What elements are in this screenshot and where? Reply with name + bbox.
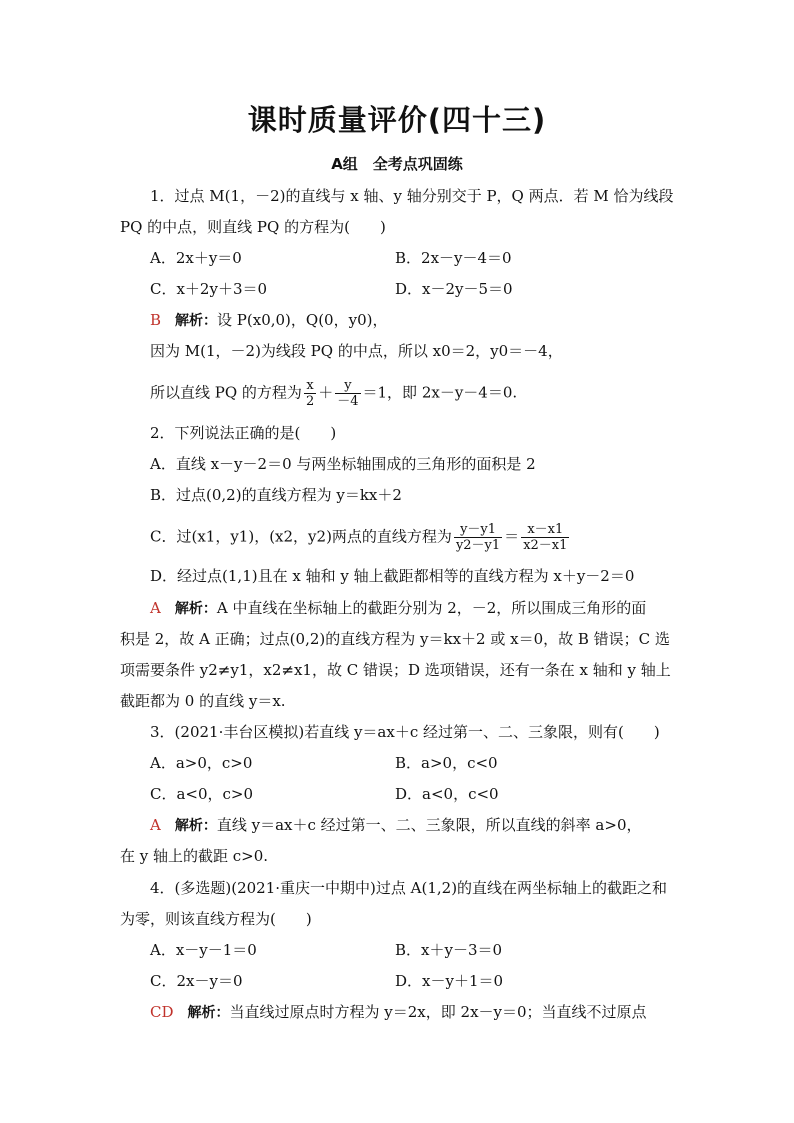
q1-solution-line2: 因为 M(1，－2)为线段 PQ 的中点，所以 x0＝2，y0＝－4，: [150, 342, 563, 360]
q1-stem-line1: 1．过点 M(1，－2)的直线与 x 轴、y 轴分别交于 P，Q 两点．若 M 恰为线段: [150, 187, 674, 205]
q3-stem: 3．(2021·丰台区模拟)若直线 y＝ax＋c 经过第一、二、三象限，则有( ): [150, 723, 660, 741]
q3-analysis-label: 解析：: [174, 818, 217, 834]
q2-option-c: [150, 522, 571, 553]
q1-option-b: B．2x－y－4＝0: [395, 249, 512, 267]
q3-option-d: D．a<0，c<0: [395, 785, 499, 803]
q1-option-a: A．2x＋y＝0: [150, 249, 242, 267]
q3-solution-line2: 在 y 轴上的截距 c>0.: [120, 847, 269, 865]
q2-fraction-1: [454, 522, 502, 553]
q4-solution-text1: 当直线过原点时方程为 y＝2x，即 2x－y＝0；当直线不过原点: [229, 1003, 647, 1021]
q2-fraction-1-numerator: y－y1: [454, 522, 502, 538]
q2-answer: A: [150, 599, 161, 617]
q4-option-c: C．2x－y＝0: [150, 972, 243, 990]
section-heading: A组 全考点巩固练: [331, 155, 463, 173]
q1-fraction-2: [335, 378, 360, 409]
q4-stem-line2: 为零，则该直线方程为( ): [120, 910, 312, 928]
q3-option-b: B．a>0，c<0: [395, 754, 498, 772]
q1-analysis-label: 解析：: [175, 313, 218, 329]
q1-solution-line1: [150, 310, 387, 331]
page-title: 课时质量评价(四十三): [247, 103, 547, 137]
q2-solution-line2: 积是 2，故 A 正确；过点(0,2)的直线方程为 y＝kx＋2 或 x＝0，故 B 错误；C 选: [120, 630, 670, 648]
q1-stem-line2: PQ 的中点，则直线 PQ 的方程为( ): [120, 218, 386, 236]
q2-option-d: D．经过点(1,1)且在 x 轴和 y 轴上截距都相等的直线方程为 x＋y－2＝0: [150, 567, 635, 585]
q4-analysis-label: 解析：: [187, 1005, 230, 1021]
q2-fraction-2: [521, 522, 569, 553]
q1-solution-text3-pre: 所以直线 PQ 的方程为: [150, 383, 302, 402]
q1-solution-line3: [150, 378, 517, 409]
q1-plus-sign: ＋: [318, 383, 334, 402]
q2-fraction-2-denominator: x2－x1: [523, 538, 568, 553]
q2-analysis-label: 解析：: [174, 601, 217, 617]
q1-solution-text1: 设 P(x0,0)，Q(0，y0)，: [217, 311, 388, 329]
q4-option-b: B．x＋y－3＝0: [395, 941, 503, 959]
q3-option-a: A．a>0，c>0: [150, 754, 253, 772]
q2-equals-sign: ＝: [504, 527, 520, 546]
q3-option-c: C．a<0，c>0: [150, 785, 254, 803]
q1-solution-text3-post: ＝1，即 2x－y－4＝0.: [362, 383, 518, 402]
q2-solution-text1: A 中直线在坐标轴上的截距分别为 2，－2，所以围成三角形的面: [216, 599, 647, 617]
q2-fraction-1-denominator: y2－y1: [455, 538, 501, 553]
q1-fraction-1: [304, 378, 316, 409]
q1-answer: B: [150, 311, 162, 329]
q2-option-a: A．直线 x－y－2＝0 与两坐标轴围成的三角形的面积是 2: [150, 455, 536, 473]
q4-option-d: D．x－y＋1＝0: [395, 972, 504, 990]
q1-fraction-1-numerator: x: [304, 378, 316, 394]
q1-fraction-1-denominator: 2: [305, 394, 315, 409]
q4-answer: CD: [150, 1003, 174, 1021]
q2-option-c-text: C．过(x1，y1)，(x2，y2)两点的直线方程为: [150, 527, 452, 546]
q2-fraction-2-numerator: x－x1: [521, 522, 569, 538]
q1-fraction-2-numerator: y: [335, 378, 360, 394]
q2-solution-line3: 项需要条件 y2≠y1，x2≠x1，故 C 错误；D 选项错误，还有一条在 x 轴和 y 轴上: [120, 661, 671, 679]
q3-solution-text1: 直线 y＝ax＋c 经过第一、二、三象限，所以直线的斜率 a>0，: [216, 816, 642, 834]
q1-fraction-2-denominator: －4: [337, 394, 359, 409]
q3-answer: A: [150, 816, 161, 834]
q1-option-d: D．x－2y－5＝0: [395, 280, 513, 298]
q4-stem-line1: 4．(多选题)(2021·重庆一中期中)过点 A(1,2)的直线在两坐标轴上的截距之和: [150, 879, 668, 897]
q2-solution-line1: [150, 598, 646, 619]
q1-option-c: C．x＋2y＋3＝0: [150, 280, 268, 298]
q2-stem: 2．下列说法正确的是( ): [150, 424, 337, 442]
q4-solution-line1: [150, 1002, 647, 1023]
q3-solution-line1: [150, 815, 641, 836]
q4-option-a: A．x－y－1＝0: [150, 941, 257, 959]
q2-solution-line4: 截距都为 0 的直线 y＝x.: [120, 692, 286, 710]
q2-option-b: B．过点(0,2)的直线方程为 y＝kx＋2: [150, 486, 402, 504]
